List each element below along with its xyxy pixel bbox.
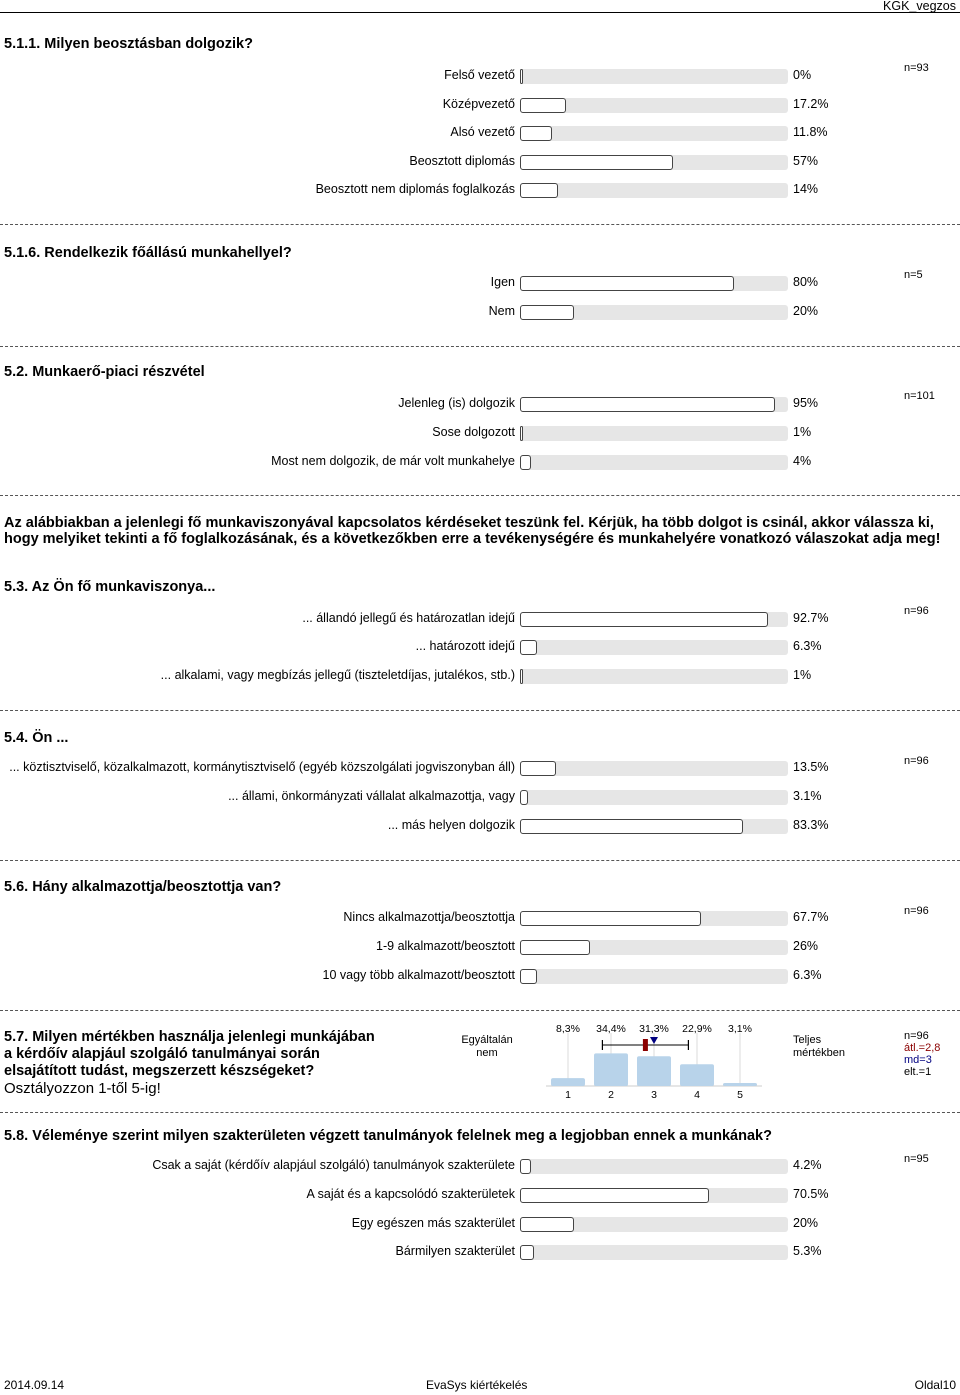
answer-bar-fill [520,455,531,470]
section-title: 5.6. Hány alkalmazottja/beosztottja van? [4,879,282,895]
answer-bar-track [520,126,788,141]
answer-percent: 14% [793,182,819,196]
answer-percent: 26% [793,939,819,953]
answer-percent: 13.5% [793,760,829,774]
sample-size: n=96 [904,905,929,917]
answer-percent: 6.3% [793,968,822,982]
answer-bar-track [520,1245,788,1260]
answer-label: ... állandó jellegű és határozatlan idejű [302,611,515,625]
section-divider [0,495,960,496]
answer-bar-fill [520,612,768,627]
median-marker [650,1037,658,1044]
histogram-percent-label: 3,1% [728,1023,752,1035]
answer-label: Igen [490,275,515,289]
section-divider [0,346,960,347]
answer-bar-fill [520,790,528,805]
answer-bar-fill [520,1188,709,1203]
histogram-category-label: 5 [737,1089,743,1101]
footer-page: Oldal10 [914,1378,956,1392]
answer-percent: 6.3% [793,639,822,653]
answer-bar-track [520,1188,788,1203]
answer-label: Csak a saját (kérdőív alapjául szolgáló) tanulmányok szakterülete [152,1158,515,1172]
answer-label: ... állami, önkormányzati vállalat alkalmazottja, vagy [228,789,515,803]
q57-left-anchor: Egyáltalán nem [461,1034,513,1059]
answer-bar-fill [520,911,701,926]
answer-percent: 67.7% [793,910,829,924]
answer-bar-fill [520,940,590,955]
q57-sd: elt.=1 [904,1066,932,1078]
sample-size: n=5 [904,269,923,281]
histogram-percent-label: 31,3% [639,1023,669,1035]
answer-bar-fill [520,426,523,441]
q57-avg: átl.=2,8 [904,1042,941,1054]
answer-label: A saját és a kapcsolódó szakterületek [306,1187,515,1201]
q57-stats [904,1030,940,1078]
q57-right-anchor: Teljes mértékben [793,1034,845,1059]
section-title: 5.2. Munkaerő-piaci részvétel [4,364,205,380]
histogram-bar [594,1053,628,1086]
answer-label: ... más helyen dolgozik [387,818,515,832]
section-title: 5.3. Az Ön fő munkaviszonya... [4,579,216,595]
q57-instruction: Osztályozzon 1-től 5-ig! [4,1080,161,1097]
answer-bar-fill [520,1217,574,1232]
answer-bar-track [520,761,788,776]
answer-label: Beosztott nem diplomás foglalkozás [315,182,515,196]
answer-percent: 5.3% [793,1244,822,1258]
answer-bar-track [520,276,788,291]
answer-bar-fill [520,669,523,684]
histogram-bar [551,1078,585,1086]
answer-percent: 4% [793,454,812,468]
answer-label: Nincs alkalmazottja/beosztottja [343,910,515,924]
answer-label: Egy egészen más szakterület [351,1216,515,1230]
answer-bar-fill [520,276,734,291]
answer-bar-track [520,911,788,926]
answer-percent: 83.3% [793,818,829,832]
answer-percent: 95% [793,396,819,410]
section-divider [0,860,960,861]
answer-percent: 20% [793,1216,819,1230]
answer-percent: 80% [793,275,819,289]
histogram-category-label: 2 [608,1089,614,1101]
intro-text: Az alábbiakban a jelenlegi fő munkaviszonyával kapcsolatos kérdéseket teszünk fel. Kérjük, ha több dolgot is csinál, akkor válassza ki, hogy melyiket tekinti a fő foglalkozásának, és a következőkben erre a tevékenységére és munkahelyére vonatkozó válaszokat adja meg! [4,515,941,547]
section-divider [0,1010,960,1011]
answer-bar-track [520,669,788,684]
answer-bar-fill [520,98,566,113]
answer-bar-fill [520,183,558,198]
answer-bar-track [520,155,788,170]
q57-histogram [540,1018,770,1104]
answer-percent: 11.8% [793,125,828,139]
answer-bar-track [520,305,788,320]
q57-question: 5.7. Milyen mértékben használja jelenlegi munkájában a kérdőív alapjául szolgáló tanulmányai során elsajátított tudást, megszerzett készségeket? [4,1029,375,1079]
histogram-percent-label: 34,4% [596,1023,626,1035]
section-title: 5.8. Véleménye szerint milyen szakterületen végzett tanulmányok felelnek meg a legjobban ennek a munkának? [4,1128,772,1144]
sample-size: n=96 [904,605,929,617]
answer-bar-fill [520,640,537,655]
answer-bar-track [520,612,788,627]
histogram-bar [723,1083,757,1086]
answer-percent: 20% [793,304,819,318]
q57-title [4,1029,384,1097]
answer-bar-fill [520,819,743,834]
histogram-percent-label: 8,3% [556,1023,580,1035]
sample-size: n=93 [904,62,929,74]
answer-label: Jelenleg (is) dolgozik [398,396,515,410]
answer-bar-track [520,455,788,470]
answer-bar-track [520,1217,788,1232]
answer-label: Felső vezető [444,68,515,82]
answer-bar-track [520,426,788,441]
answer-percent: 57% [793,154,819,168]
header-doc-name: KGK_vegzos [883,0,956,13]
footer-date: 2014.09.14 [4,1378,65,1392]
answer-percent: 92.7% [793,611,829,625]
q57-md: md=3 [904,1054,932,1066]
answer-bar-track [520,940,788,955]
answer-label: ... alkalami, vagy megbízás jellegű (tiszteletdíjas, jutalékos, stb.) [160,668,515,682]
answer-label: Nem [488,304,515,318]
section-title: 5.1.1. Milyen beosztásban dolgozik? [4,36,253,52]
answer-bar-track [520,1159,788,1174]
section-divider [0,1112,960,1113]
histogram-bar [680,1064,714,1086]
answer-label: Alsó vezető [450,125,515,139]
answer-label: Bármilyen szakterület [395,1244,515,1258]
answer-bar-track [520,183,788,198]
section-divider [0,224,960,225]
answer-bar-track [520,98,788,113]
answer-label: ... határozott idejű [415,639,515,653]
answer-bar-fill [520,305,574,320]
q57-n: n=96 [904,1030,929,1042]
answer-percent: 0% [793,68,812,82]
histogram-category-label: 3 [651,1089,657,1101]
answer-percent: 4.2% [793,1158,822,1172]
answer-bar-fill [520,761,556,776]
header-rule [0,12,960,13]
answer-percent: 17.2% [793,97,829,111]
answer-percent: 3.1% [793,789,822,803]
sample-size: n=101 [904,390,935,402]
section-title: 5.1.6. Rendelkezik főállású munkahellyel? [4,245,292,261]
answer-bar-track [520,969,788,984]
answer-label: Sose dolgozott [432,425,515,439]
answer-bar-fill [520,155,673,170]
answer-label: Beosztott diplomás [409,154,515,168]
answer-bar-track [520,69,788,84]
footer-center: EvaSys kiértékelés [426,1378,528,1392]
histogram-bar [637,1056,671,1086]
answer-bar-track [520,790,788,805]
answer-bar-track [520,397,788,412]
section-title: 5.4. Ön ... [4,730,69,746]
answer-bar-fill [520,1159,531,1174]
answer-bar-fill [520,969,537,984]
sample-size: n=95 [904,1153,929,1165]
histogram-category-label: 1 [565,1089,571,1101]
section-divider [0,710,960,711]
answer-percent: 70.5% [793,1187,829,1201]
answer-label: ... köztisztviselő, közalkalmazott, kormánytisztviselő (egyéb közszolgálati jogviszonyban áll) [9,760,515,774]
answer-label: 1-9 alkalmazott/beosztott [376,939,515,953]
histogram-category-label: 4 [694,1089,700,1101]
answer-bar-fill [520,1245,534,1260]
answer-bar-track [520,819,788,834]
answer-bar-fill [520,397,775,412]
answer-label: Most nem dolgozik, de már volt munkahelye [271,454,515,468]
answer-label: Középvezető [442,97,515,111]
answer-label: 10 vagy több alkalmazott/beosztott [322,968,515,982]
answer-bar-fill [520,69,523,84]
answer-bar-fill [520,126,552,141]
answer-percent: 1% [793,668,812,682]
sample-size: n=96 [904,755,929,767]
histogram-percent-label: 22,9% [682,1023,712,1035]
answer-bar-track [520,640,788,655]
mean-marker [643,1039,648,1051]
answer-percent: 1% [793,425,812,439]
